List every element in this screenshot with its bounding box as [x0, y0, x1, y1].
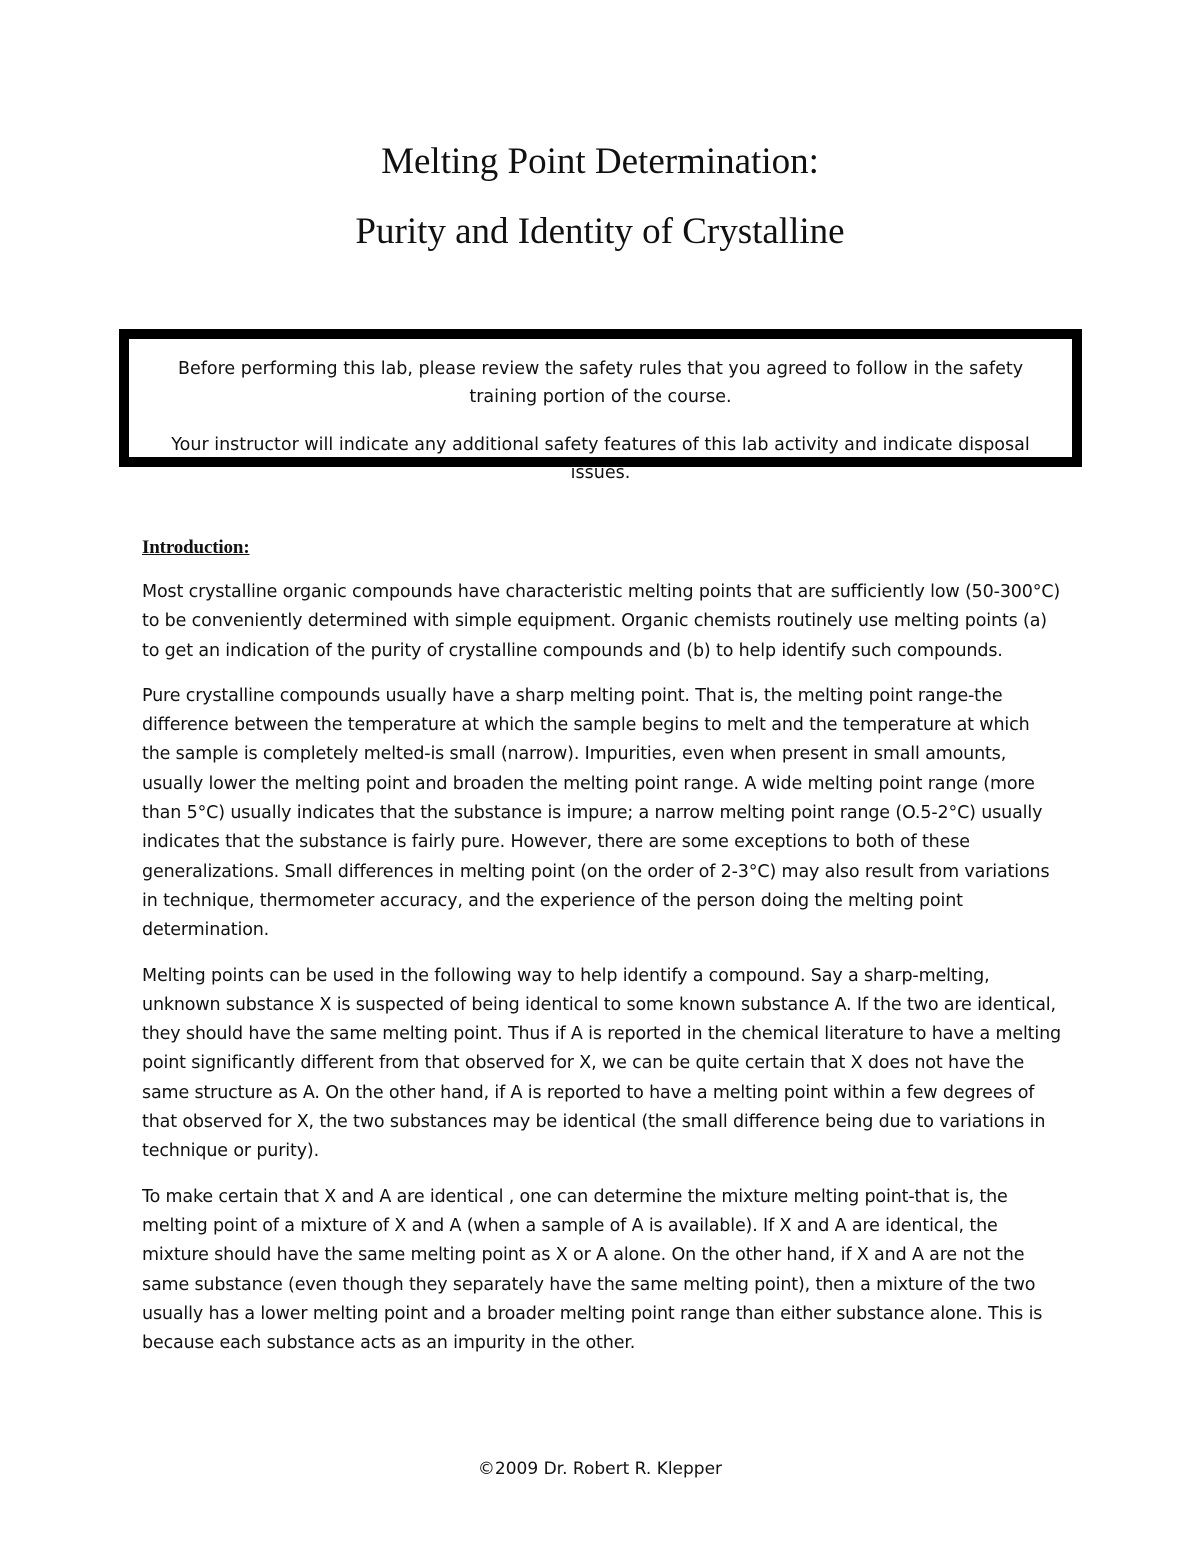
body-paragraph: Most crystalline organic compounds have characteristic melting points that are sufficiently low (50-300°C) to be conveniently determined with simple equipment. Organic chemists routinely use melting points (a) to get an indication of the purity of crystalline compounds and (b) to help identify such compounds.	[142, 582, 1061, 661]
introduction-section	[142, 535, 1062, 1374]
safety-notice-box	[119, 329, 1082, 483]
title-line-2: Purity and Identity of Crystalline	[355, 211, 845, 253]
body-paragraph: Pure crystalline compounds usually have a sharp melting point. That is, the melting point range-the difference between the temperature at which the sample begins to melt and the temperature at which the sample is completely melted-is small (narrow). Impurities, even when present in small amounts, usually lower the melting point and broaden the melting point range. A wide melting point range (more than 5°C) usually indicates that the substance is impure; a narrow melting point range (O.5-2°C) usually indicates that the substance is fairly pure. However, there are some exceptions to both of these generalizations. Small differences in melting point (on the order of 2-3°C) may also result from variations in technique, thermometer accuracy, and the experience of the person doing the melting point determination.	[142, 685, 1050, 941]
body-paragraph: Melting points can be used in the following way to help identify a compound. Say a sharp-melting, unknown substance X is suspected of being identical to some known substance A. If the two are identical, they should have the same melting point. Thus if A is reported in the chemical literature to have a melting point significantly different from that observed for X, we can be quite certain that X does not have the same structure as A. On the other hand, if A is reported to have a melting point within a few degrees of that observed for X, the two substances may be identical (the small difference being due to variations in technique or purity).	[142, 965, 1061, 1162]
section-heading-introduction: Introduction:	[142, 537, 250, 558]
document-title	[0, 140, 1200, 255]
title-line-1: Melting Point Determination:	[381, 141, 819, 182]
body-paragraph: To make certain that X and A are identical , one can determine the mixture melting point-that is, the melting point of a mixture of X and A (when a sample of A is available). If X and A are identical, the mixture should have the same melting point as X or A alone. On the other hand, if X and A are not the same substance (even though they separately have the same melting point), then a mixture of the two usually has a lower melting point and a broader melting point range than either substance alone. This is because each substance acts as an impurity in the other.	[142, 1186, 1043, 1354]
safety-notice-text-2: Your instructor will indicate any additional safety features of this lab activity and indicate disposal issues.	[171, 435, 1030, 483]
copyright-footer: ©2009 Dr. Robert R. Klepper	[477, 1459, 723, 1479]
safety-notice-text-1: Before performing this lab, please review the safety rules that you agreed to follow in the safety training portion of the course.	[177, 359, 1024, 407]
